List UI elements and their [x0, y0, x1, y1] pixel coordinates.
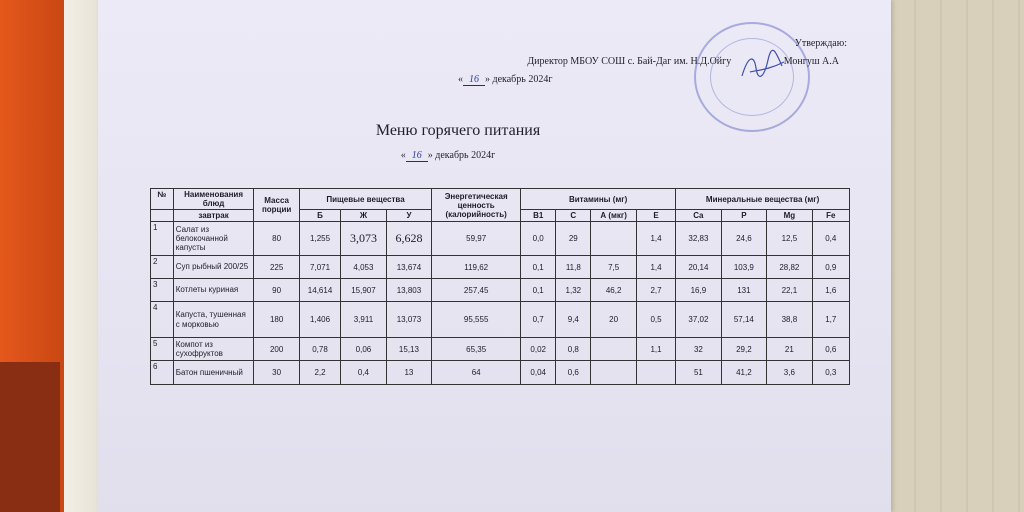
magnesium-cell: 12,5: [767, 222, 812, 256]
vitamin-a-cell: 46,2: [591, 279, 636, 302]
vitamin-a-cell: 7,5: [591, 256, 636, 279]
energy-cell: 59,97: [432, 222, 521, 256]
col-header-name: Наименования блюд: [173, 189, 254, 210]
magnesium-cell: 22,1: [767, 279, 812, 302]
col-header-protein: Б: [299, 210, 340, 222]
fat-cell: 15,907: [341, 279, 386, 302]
portion-mass-cell: 90: [254, 279, 299, 302]
vitamin-c-cell: 9,4: [556, 302, 591, 338]
protein-cell: 2,2: [299, 361, 340, 385]
vitamin-e-cell: [636, 361, 675, 385]
portion-mass-cell: 30: [254, 361, 299, 385]
col-header-b1: B1: [521, 210, 556, 222]
fat-cell: 3,073: [341, 222, 386, 256]
dish-name-cell: Салат из белокочанной капусты: [173, 222, 254, 256]
col-header-ca: Ca: [676, 210, 721, 222]
vitamin-e-cell: 2,7: [636, 279, 675, 302]
menu-table: [150, 188, 850, 385]
col-header-minerals: Минеральные вещества (мг): [676, 189, 850, 210]
energy-cell: 64: [432, 361, 521, 385]
energy-cell: 119,62: [432, 256, 521, 279]
row-number-cell: 2: [151, 256, 174, 279]
col-header-carbs: У: [386, 210, 432, 222]
row-number-cell: 3: [151, 279, 174, 302]
protein-cell: 1,406: [299, 302, 340, 338]
table-header-row: [151, 189, 850, 210]
calcium-cell: 51: [676, 361, 721, 385]
dish-name-cell: Котлеты куриная: [173, 279, 254, 302]
dish-name-cell: Батон пшеничный: [173, 361, 254, 385]
portion-mass-cell: 180: [254, 302, 299, 338]
energy-cell: 65,35: [432, 338, 521, 361]
approve-label: Утверждаю:: [794, 38, 847, 49]
vitamin-a-cell: [591, 338, 636, 361]
protein-cell: 7,071: [299, 256, 340, 279]
carbs-cell: 13,674: [386, 256, 432, 279]
director-line: [527, 56, 839, 67]
phosphorus-cell: 57,14: [721, 302, 766, 338]
calcium-cell: 32,83: [676, 222, 721, 256]
col-header-p: P: [721, 210, 766, 222]
dish-name-cell: Суп рыбный 200/25: [173, 256, 254, 279]
col-header-number-blank: [151, 210, 174, 222]
magnesium-cell: 28,82: [767, 256, 812, 279]
fat-cell: 0,4: [341, 361, 386, 385]
phosphorus-cell: 131: [721, 279, 766, 302]
table-row: [151, 279, 850, 302]
carbs-cell: 13,073: [386, 302, 432, 338]
vitamin-e-cell: 1,4: [636, 222, 675, 256]
col-header-number: №: [151, 189, 174, 210]
vitamin-b1-cell: 0,0: [521, 222, 556, 256]
row-number-cell: 6: [151, 361, 174, 385]
energy-cell: 95,555: [432, 302, 521, 338]
col-header-energy: Энергетическая ценность (калорийность): [432, 189, 521, 222]
vitamin-c-cell: 11,8: [556, 256, 591, 279]
vitamin-c-cell: 0,8: [556, 338, 591, 361]
col-header-fat: Ж: [341, 210, 386, 222]
vitamin-e-cell: 1,1: [636, 338, 675, 361]
fat-cell: 4,053: [341, 256, 386, 279]
iron-cell: 0,3: [812, 361, 849, 385]
calcium-cell: 16,9: [676, 279, 721, 302]
iron-cell: 0,4: [812, 222, 849, 256]
carbs-cell: 15,13: [386, 338, 432, 361]
portion-mass-cell: 200: [254, 338, 299, 361]
magnesium-cell: 3,6: [767, 361, 812, 385]
approval-date-day: 16: [463, 74, 485, 86]
vitamin-a-cell: [591, 361, 636, 385]
phosphorus-cell: 24,6: [721, 222, 766, 256]
table-row: [151, 338, 850, 361]
director-gap: [734, 56, 782, 67]
phosphorus-cell: 29,2: [721, 338, 766, 361]
magnesium-cell: 38,8: [767, 302, 812, 338]
approval-date-suffix: » декабрь 2024г: [485, 74, 553, 85]
iron-cell: 1,6: [812, 279, 849, 302]
protein-cell: 14,614: [299, 279, 340, 302]
row-number-cell: 1: [151, 222, 174, 256]
vitamin-b1-cell: 0,7: [521, 302, 556, 338]
energy-cell: 257,45: [432, 279, 521, 302]
col-header-mg: Mg: [767, 210, 812, 222]
vitamin-b1-cell: 0,04: [521, 361, 556, 385]
director-title: Директор МБОУ СОШ с. Бай-Даг им. Н.Д.Ойгу: [527, 56, 732, 67]
table-row: [151, 222, 850, 256]
vitamin-b1-cell: 0,02: [521, 338, 556, 361]
menu-date-prefix: «: [400, 150, 406, 161]
protein-cell: 0,78: [299, 338, 340, 361]
row-number-cell: 5: [151, 338, 174, 361]
table-row: [151, 256, 850, 279]
menu-date-suffix: » декабрь 2024г: [427, 150, 496, 161]
magnesium-cell: 21: [767, 338, 812, 361]
protein-cell: 1,255: [299, 222, 340, 256]
approval-date: [458, 74, 552, 85]
vitamin-c-cell: 1,32: [556, 279, 591, 302]
row-number-cell: 4: [151, 302, 174, 338]
fat-cell: 0,06: [341, 338, 386, 361]
vitamin-a-cell: 20: [591, 302, 636, 338]
calcium-cell: 37,02: [676, 302, 721, 338]
col-header-e: Е: [636, 210, 675, 222]
phosphorus-cell: 103,9: [721, 256, 766, 279]
fat-cell: 3,911: [341, 302, 386, 338]
calcium-cell: 20,14: [676, 256, 721, 279]
menu-date-day: 16: [406, 150, 428, 162]
col-header-meal: завтрак: [173, 210, 254, 222]
vitamin-b1-cell: 0,1: [521, 279, 556, 302]
col-header-fe: Fe: [812, 210, 849, 222]
vitamin-a-cell: [591, 222, 636, 256]
iron-cell: 0,9: [812, 256, 849, 279]
portion-mass-cell: 80: [254, 222, 299, 256]
col-header-c: C: [556, 210, 591, 222]
table-row: [151, 361, 850, 385]
background-dark-panel: [0, 362, 60, 512]
vitamin-e-cell: 1,4: [636, 256, 675, 279]
dish-name-cell: Компот из сухофруктов: [173, 338, 254, 361]
iron-cell: 1,7: [812, 302, 849, 338]
iron-cell: 0,6: [812, 338, 849, 361]
dish-name-cell: Капуста, тушенная с морковью: [173, 302, 254, 338]
col-header-mass: Масса порции: [254, 189, 299, 222]
page-title: Меню горячего питания: [375, 122, 541, 139]
director-name: Монгуш А.А: [783, 56, 839, 67]
carbs-cell: 6,628: [386, 222, 432, 256]
carbs-cell: 13,803: [386, 279, 432, 302]
approval-date-prefix: «: [458, 74, 463, 85]
vitamin-b1-cell: 0,1: [521, 256, 556, 279]
portion-mass-cell: 225: [254, 256, 299, 279]
vitamin-e-cell: 0,5: [636, 302, 675, 338]
vitamin-c-cell: 29: [556, 222, 591, 256]
background-wall: [890, 0, 1024, 512]
phosphorus-cell: 41,2: [721, 361, 766, 385]
carbs-cell: 13: [386, 361, 432, 385]
vitamin-c-cell: 0,6: [556, 361, 591, 385]
table-row: [151, 302, 850, 338]
col-header-vitamins: Витамины (мг): [521, 189, 676, 210]
menu-date: [98, 150, 798, 161]
col-header-a: А (мкг): [591, 210, 636, 222]
col-header-nutrients: Пищевые вещества: [299, 189, 431, 210]
menu-document: [98, 0, 891, 512]
calcium-cell: 32: [676, 338, 721, 361]
